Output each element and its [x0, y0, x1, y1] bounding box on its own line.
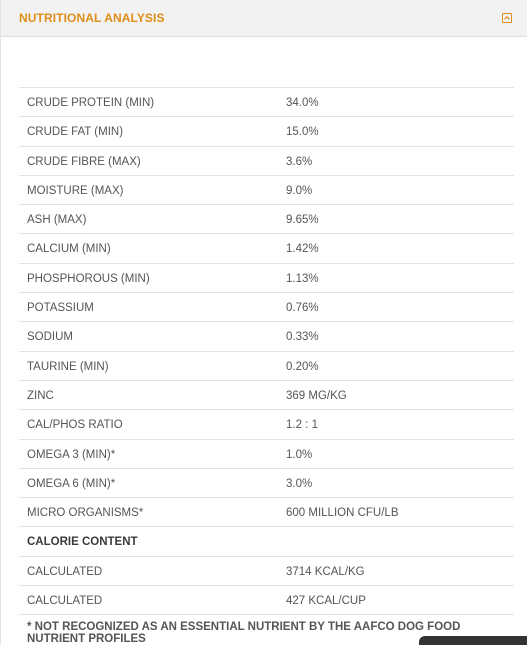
table-row	[19, 88, 514, 117]
nutrient-value: 9.65%	[286, 214, 319, 227]
table-row	[19, 293, 514, 322]
nutrient-label: ASH (MAX)	[27, 214, 87, 227]
nutrient-label: CRUDE PROTEIN (MIN)	[27, 97, 155, 109]
panel-header[interactable]	[1, 0, 527, 37]
nutrient-label: CALCULATED	[27, 595, 103, 608]
nutrient-value: 34.0%	[286, 97, 319, 109]
nutrient-value: 600 MILLION CFU/LB	[286, 507, 399, 520]
nutrition-table	[19, 87, 514, 615]
nutrient-value: 9.0%	[286, 184, 313, 197]
nutrient-value: 15.0%	[286, 126, 319, 139]
nutrient-label: CALCULATED	[27, 565, 103, 578]
nutrient-label: CALCIUM (MIN)	[27, 243, 111, 256]
overlay-bar	[419, 636, 527, 645]
table-row	[19, 381, 514, 410]
nutrient-value: 427 KCAL/CUP	[286, 595, 366, 608]
nutrient-label: CAL/PHOS RATIO	[27, 419, 123, 432]
table-row	[19, 264, 514, 293]
table-row	[19, 147, 514, 176]
nutrient-label: CRUDE FIBRE (MAX)	[27, 155, 141, 168]
nutrient-label: CALORIE CONTENT	[27, 536, 138, 549]
nutrient-value: 1.0%	[286, 448, 313, 461]
table-row	[19, 440, 514, 469]
nutrient-value: 1.42%	[286, 243, 319, 256]
table-row	[19, 322, 514, 351]
nutrient-value: 0.20%	[286, 360, 319, 373]
nutrient-label: SODIUM	[27, 331, 73, 344]
nutrient-label: PHOSPHOROUS (MIN)	[27, 272, 150, 285]
nutrient-value: 1.13%	[286, 272, 319, 285]
nutrient-value: 369 MG/KG	[286, 389, 347, 402]
nutrient-label: CRUDE FAT (MIN)	[27, 126, 124, 139]
table-row	[19, 557, 514, 586]
footnote: * NOT RECOGNIZED AS AN ESSENTIAL NUTRIENT BY THE AAFCO DOG FOOD NUTRIENT PROFILES	[27, 621, 461, 645]
nutrient-value: 3.6%	[286, 155, 313, 168]
table-row	[19, 498, 514, 527]
nutrient-label: MOISTURE (MAX)	[27, 184, 124, 197]
nutrient-label: OMEGA 6 (MIN)*	[27, 477, 116, 490]
section-row	[19, 527, 514, 556]
table-row	[19, 586, 514, 615]
table-row	[19, 176, 514, 205]
table-row	[19, 117, 514, 146]
table-row	[19, 469, 514, 498]
nutrient-label: TAURINE (MIN)	[27, 360, 109, 373]
nutrient-label: ZINC	[27, 389, 54, 402]
nutrient-value: 3714 KCAL/KG	[286, 565, 365, 578]
nutrient-label: POTASSIUM	[27, 302, 94, 315]
panel-title: NUTRITIONAL ANALYSIS	[19, 11, 165, 25]
nutrient-label: OMEGA 3 (MIN)*	[27, 448, 116, 461]
table-row	[19, 410, 514, 439]
nutrient-value: 3.0%	[286, 477, 313, 490]
table-row	[19, 205, 514, 234]
nutrient-value: 0.76%	[286, 302, 319, 315]
nutrient-label: MICRO ORGANISMS*	[27, 507, 144, 520]
minus-square-icon[interactable]	[502, 13, 512, 23]
nutrient-value: 1.2 : 1	[286, 419, 318, 432]
table-row	[19, 234, 514, 263]
nutrient-value: 0.33%	[286, 331, 319, 344]
table-row	[19, 352, 514, 381]
